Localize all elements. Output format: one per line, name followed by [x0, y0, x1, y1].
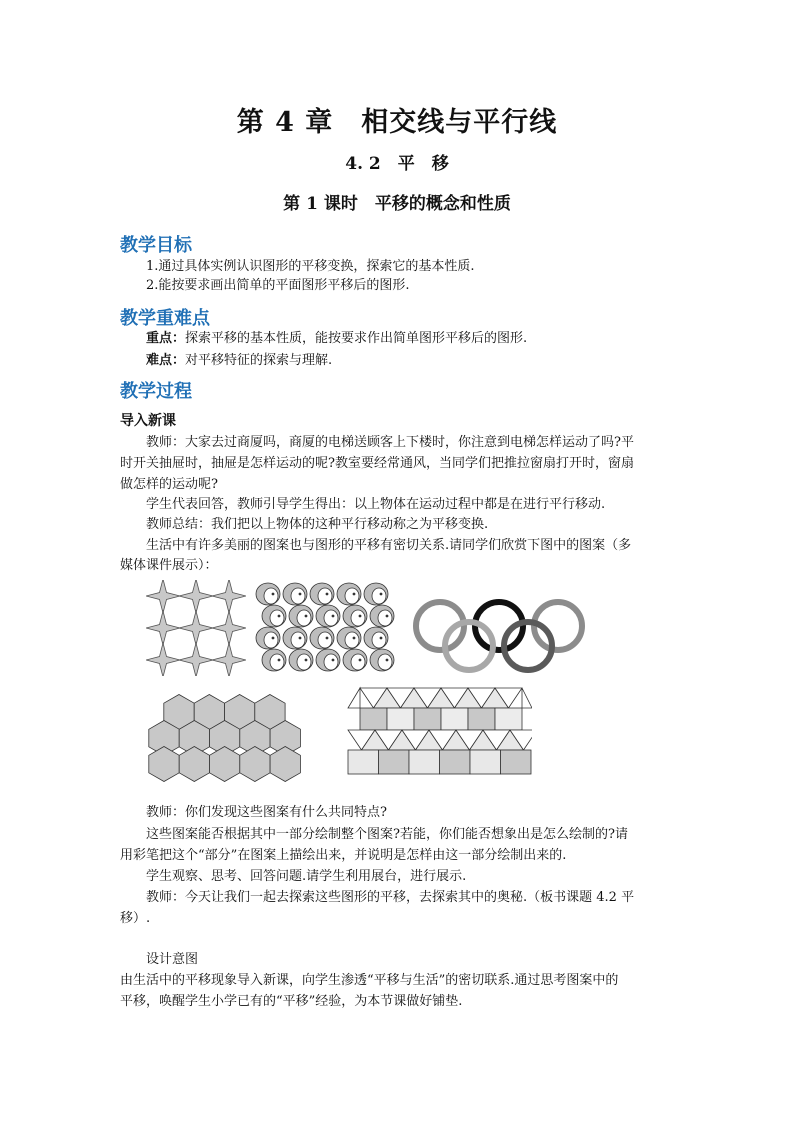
hexagon-shape [270, 747, 300, 782]
paragraph-line: 移）. [120, 911, 151, 926]
hexagon-shape [179, 747, 209, 782]
eye-shape [299, 593, 301, 595]
eye-shape [353, 637, 355, 639]
face-shape [297, 610, 311, 626]
square-shape [360, 708, 387, 730]
paragraph-line: 生活中有许多美丽的图案也与图形的平移有密切关系.请同学们欣赏下图中的图案（多 [146, 538, 632, 553]
star-shape [146, 611, 180, 645]
paragraph-line: 教师总结：我们把以上物体的这种平行移动称之为平移变换. [146, 517, 489, 532]
face-shape [264, 588, 278, 604]
square-shape [414, 708, 441, 730]
face-shape [270, 610, 284, 626]
faces-pattern-icon [254, 580, 398, 676]
eye-shape [305, 615, 307, 617]
paragraph-line: 媒体课件展示）： [120, 558, 218, 573]
goal-item: 2.能按要求画出简单的平面图形平移后的图形. [146, 278, 410, 293]
face-shape [351, 610, 365, 626]
eye-shape [380, 593, 382, 595]
eye-shape [359, 659, 361, 661]
difficult-label: 难点： [146, 353, 186, 368]
paragraph-line: 教师：你们发现这些图案有什么共同特点? [146, 805, 387, 820]
eye-shape [386, 615, 388, 617]
star-shape [146, 580, 180, 613]
eye-shape [326, 593, 328, 595]
hexagon-tiling-icon [146, 690, 306, 790]
hexagon-shape [210, 747, 240, 782]
eye-shape [272, 593, 274, 595]
square-shape [470, 750, 501, 774]
four-point-star-pattern-icon [146, 580, 246, 676]
face-shape [291, 632, 305, 648]
star-shape [212, 580, 246, 613]
triangle-shape [522, 688, 532, 708]
face-shape [378, 654, 392, 670]
triangle-band-icon [346, 686, 532, 778]
key-point [146, 328, 706, 349]
star-shape [179, 643, 213, 676]
square-shape [409, 750, 440, 774]
face-shape [351, 654, 365, 670]
square-shape [379, 750, 410, 774]
square-shape [387, 708, 414, 730]
square-shape [501, 750, 532, 774]
face-shape [270, 654, 284, 670]
keypoints-heading: 教学重难点 [120, 308, 210, 329]
goals-heading: 教学目标 [120, 235, 192, 256]
paragraph-line: 教师：今天让我们一起去探索这些图形的平移，去探索其中的奥秘.（板书课题 4.2 平 [146, 890, 635, 905]
difficult-text: 对平移特征的探索与理解. [185, 353, 333, 368]
face-shape [345, 632, 359, 648]
face-shape [324, 654, 338, 670]
hexagon-shape [240, 747, 270, 782]
process-heading: 教学过程 [120, 381, 192, 402]
square-shape [348, 750, 379, 774]
eye-shape [332, 615, 334, 617]
paragraph-line: 学生观察、思考、回答问题.请学生利用展台，进行展示. [146, 869, 467, 884]
paragraph-line: 教师：大家去过商厦吗，商厦的电梯送顾客上下楼时，你注意到电梯怎样运动了吗?平 [146, 435, 634, 450]
paragraph-line: 做怎样的运动呢? [120, 477, 218, 492]
difficult-point [146, 350, 706, 371]
face-shape [324, 610, 338, 626]
section-title: 4. 2 平 移 [345, 154, 449, 174]
design-heading: 设计意图 [146, 952, 199, 967]
star-shape [212, 643, 246, 676]
square-shape [495, 708, 522, 730]
square-shape [440, 750, 471, 774]
eye-shape [332, 659, 334, 661]
star-shape [179, 611, 213, 645]
face-shape [345, 588, 359, 604]
chapter-title: 第 4 章 相交线与平行线 [236, 107, 558, 138]
hexagon-shape [149, 747, 179, 782]
star-shape [146, 643, 180, 676]
intro-heading: 导入新课 [120, 413, 176, 429]
olympic-rings-icon [410, 594, 588, 678]
paragraph-line: 时开关抽屉时，抽屉是怎样运动的呢?教室要经常通风，当同学们把推拉窗扇打开时，窗扇 [120, 456, 634, 471]
eye-shape [353, 593, 355, 595]
eye-shape [305, 659, 307, 661]
eye-shape [326, 637, 328, 639]
star-shape [179, 580, 213, 613]
eye-shape [278, 615, 280, 617]
eye-shape [272, 637, 274, 639]
key-label: 重点： [146, 331, 186, 346]
face-shape [372, 632, 386, 648]
lesson-title: 第 1 课时 平移的概念和性质 [283, 194, 511, 214]
paragraph-line: 这些图案能否根据其中一部分绘制整个图案?若能，你们能否想象出是怎么绘制的?请 [146, 827, 628, 842]
square-shape [441, 708, 468, 730]
face-shape [378, 610, 392, 626]
face-shape [291, 588, 305, 604]
key-text: 探索平移的基本性质，能按要求作出简单图形平移后的图形. [185, 331, 528, 346]
eye-shape [278, 659, 280, 661]
face-shape [318, 588, 332, 604]
eye-shape [386, 659, 388, 661]
paragraph-line: 学生代表回答，教师引导学生得出：以上物体在运动过程中都是在进行平行移动. [146, 497, 606, 512]
face-shape [372, 588, 386, 604]
paragraph-line: 用彩笔把这个“部分”在图案上描绘出来，并说明是怎样由这一部分绘制出来的. [120, 848, 567, 863]
star-shape [212, 611, 246, 645]
design-line: 由生活中的平移现象导入新课，向学生渗透“平移与生活”的密切联系.通过思考图案中的 [120, 973, 619, 988]
square-shape [468, 708, 495, 730]
design-line: 平移，唤醒学生小学已有的“平移”经验，为本节课做好铺垫. [120, 994, 463, 1009]
eye-shape [299, 637, 301, 639]
face-shape [297, 654, 311, 670]
eye-shape [359, 615, 361, 617]
eye-shape [380, 637, 382, 639]
triangle-shape [348, 688, 360, 708]
goal-item: 1.通过具体实例认识图形的平移变换，探索它的基本性质. [146, 259, 475, 274]
face-shape [318, 632, 332, 648]
face-shape [264, 632, 278, 648]
